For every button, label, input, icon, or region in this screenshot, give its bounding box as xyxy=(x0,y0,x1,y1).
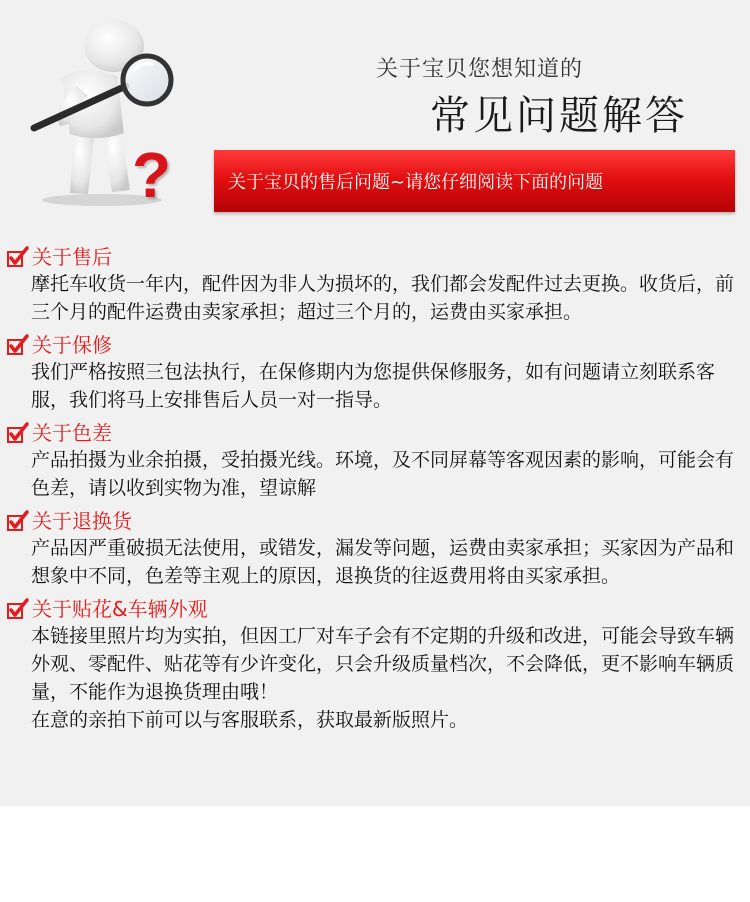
faq-item-returns xyxy=(6,508,746,590)
faq-answer: 摩托车收货一年内，配件因为非人为损坏的，我们都会发配件过去更换。收货后，前三个月的配件运费由卖家承担；超过三个月的，运费由买家承担。 xyxy=(31,273,735,323)
faq-item-warranty xyxy=(6,332,746,414)
faq-answer: 产品因严重破损无法使用，或错发，漏发等问题，运费由卖家承担；买家因为产品和想象中不同，色差等主观上的原因，退换货的往返费用将由买家承担。 xyxy=(31,537,735,587)
faq-question: 关于退换货 xyxy=(32,509,132,533)
faq-question: 关于色差 xyxy=(32,421,112,445)
page-title: 常见问题解答 xyxy=(430,93,688,139)
faq-item-after-sales xyxy=(6,244,746,326)
checkmark-icon xyxy=(6,510,30,532)
banner-text: 关于宝贝的售后问题~请您仔细阅读下面的问题 xyxy=(228,172,604,193)
question-mark-icon: ? xyxy=(132,139,172,211)
faq-question: 关于售后 xyxy=(32,245,112,269)
faq-answer: 本链接里照片均为实拍，但因工厂对车子会有不定期的升级和改进，可能会导致车辆外观、零配件、贴花等有少许变化，只会升级质量档次，不会降低，更不影响车辆质量，不能作为退换货理由哦！ xyxy=(31,625,735,703)
faq-item-appearance xyxy=(6,596,746,734)
checkmark-icon xyxy=(6,598,30,620)
faq-answer: 我们严格按照三包法执行，在保修期内为您提供保修服务，如有问题请立刻联系客服，我们将马上安排售后人员一对一指导。 xyxy=(31,361,716,411)
checkmark-icon xyxy=(6,334,30,356)
notice-banner xyxy=(214,150,735,212)
checkmark-icon xyxy=(6,246,30,268)
faq-answer: 产品拍摄为业余拍摄，受拍摄光线。环境，及不同屏幕等客观因素的影响，可能会有色差，请以收到实物为准，望谅解 xyxy=(31,449,735,499)
page-subtitle: 关于宝贝您想知道的 xyxy=(376,57,584,82)
faq-item-color-difference xyxy=(6,420,746,502)
checkmark-icon xyxy=(6,422,30,444)
faq-question: 关于贴花&车辆外观 xyxy=(32,597,208,621)
faq-question: 关于保修 xyxy=(32,333,112,357)
faq-list xyxy=(6,244,746,740)
faq-answer-extra: 在意的亲拍下前可以与客服联系，获取最新版照片。 xyxy=(31,709,469,731)
